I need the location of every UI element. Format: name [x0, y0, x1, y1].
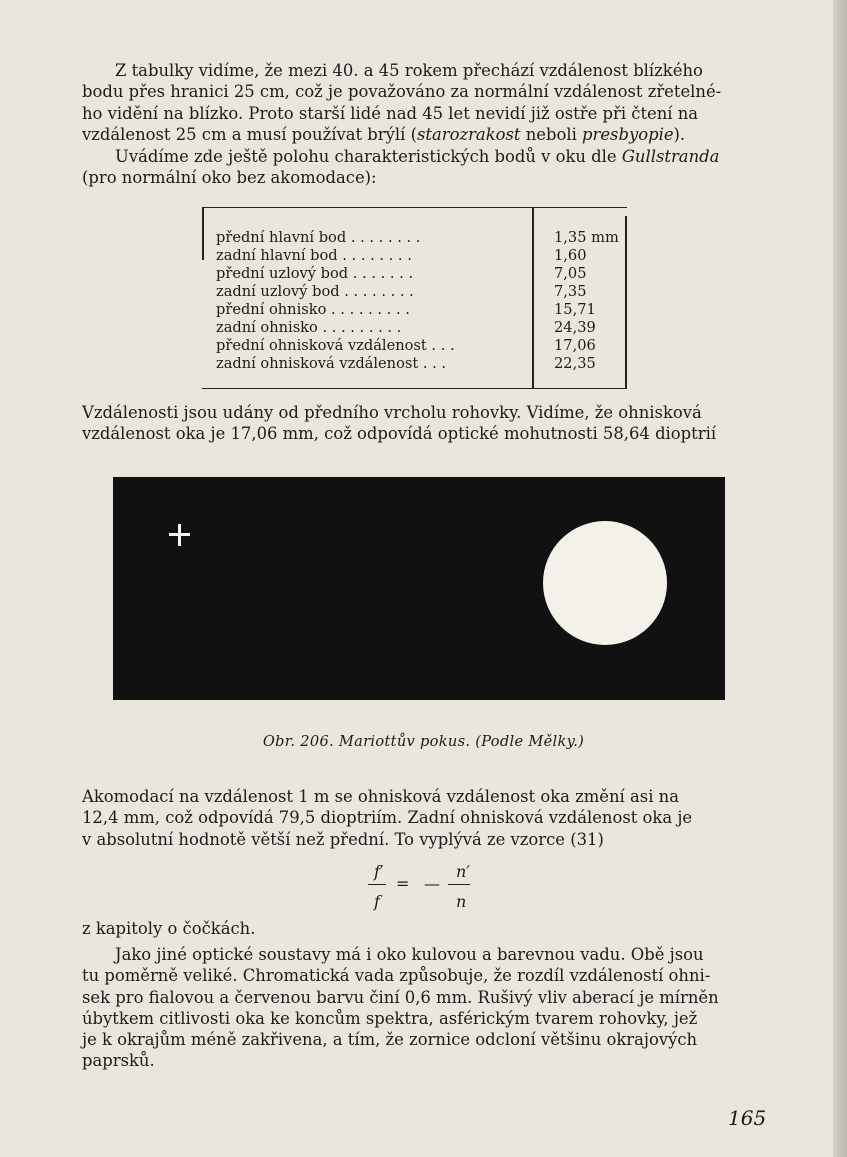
text-line: bodu přes hranici 25 cm, což je považováno za normální vzdálenost zřetelné-: [82, 82, 722, 102]
formula-numerator-right: n′: [456, 862, 470, 881]
table-row: [216, 355, 626, 373]
text-line: vzdálenost oka je 17,06 mm, což odpovídá optické mohutnosti 58,64 dioptrií: [82, 424, 717, 444]
formula-minus: —: [424, 874, 440, 893]
table-row: [216, 337, 626, 355]
fraction-bar: [368, 884, 386, 885]
table-row: [216, 283, 626, 301]
row-label: přední ohnisko . . . . . . . . .: [216, 301, 410, 318]
eye-points-table: [202, 207, 627, 389]
text-line: sek pro fialovou a červenou barvu činí 0,6 mm. Rušivý vliv aberací je mírněn: [82, 987, 719, 1007]
plus-icon: [168, 524, 192, 548]
formula-31: [366, 862, 486, 914]
table-row: [216, 229, 626, 247]
page-number: 165: [728, 1106, 767, 1130]
row-value: 1,35 mm: [554, 229, 619, 246]
text-run: vzdálenost 25 cm a musí používat brýlí (: [82, 124, 417, 144]
white-disc: [543, 521, 667, 645]
text-run: ).: [673, 124, 686, 144]
text-run: neboli: [520, 124, 583, 144]
page-edge: [833, 0, 847, 1157]
row-label: zadní ohnisko . . . . . . . . .: [216, 319, 402, 336]
figure-caption: Obr. 206. Mariottův pokus. (Podle Mělky.): [262, 733, 585, 750]
text-line: je k okrajům méně zakřivena, a tím, že zornice odcloní většinu okrajových: [82, 1030, 698, 1050]
formula-denominator-left: f: [374, 892, 380, 911]
table-row: [216, 247, 626, 265]
table-row: [216, 319, 626, 337]
text-line: [82, 124, 754, 145]
row-label: přední hlavní bod . . . . . . . .: [216, 229, 421, 246]
table-rule: [202, 208, 204, 260]
formula-numerator-left: f′: [374, 862, 384, 881]
term-starozrakost: starozrakost: [416, 124, 521, 144]
text-line: (pro normální oko bez akomodace):: [82, 168, 377, 188]
row-label: přední uzlový bod . . . . . . .: [216, 265, 414, 282]
row-value: 15,71: [554, 301, 596, 318]
text-line: Jako jiné optické soustavy má i oko kulovou a barevnou vadu. Obě jsou: [115, 945, 704, 964]
formula-equals: =: [396, 874, 410, 893]
text-line: tu poměrně veliké. Chromatická vada způsobuje, že rozdíl vzdáleností ohni-: [82, 966, 711, 986]
row-value: 7,35: [554, 283, 587, 300]
text-line: Vzdálenosti jsou udány od předního vrcholu rohovky. Vidíme, že ohnisková: [82, 403, 702, 422]
paragraph-presbyopia: [82, 60, 754, 145]
fraction-bar: [448, 884, 470, 885]
row-value: 24,39: [554, 319, 596, 336]
formula-denominator-right: n: [456, 892, 467, 911]
row-label: zadní ohnisková vzdálenost . . .: [216, 355, 447, 372]
term-presbyopie: presbyopie: [582, 124, 674, 144]
text-line: paprsků.: [82, 1051, 155, 1071]
row-value: 22,35: [554, 355, 596, 372]
mariotte-figure: [113, 477, 725, 700]
text-line: [82, 146, 754, 167]
text-line: Akomodací na vzdálenost 1 m se ohnisková vzdálenost oka změní asi na: [82, 787, 679, 806]
text-line: ho vidění na blízko. Proto starší lidé nad 45 let nevidí již ostře při čtení na: [82, 103, 699, 123]
text-line: úbytkem citlivosti oka ke koncům spektra, asférickým tvarem rohovky, jež: [82, 1008, 698, 1028]
paragraph-accommodation: [82, 786, 754, 850]
text-line: Z tabulky vidíme, že mezi 40. a 45 rokem přechází vzdálenost blízkého: [115, 61, 703, 80]
author-gullstrand: Gullstranda: [621, 147, 720, 166]
table-row: [216, 265, 626, 283]
row-label: přední ohnisková vzdálenost . . .: [216, 337, 455, 354]
paragraph-chapter-ref: [82, 918, 754, 939]
text-line: v absolutní hodnotě větší než přední. To vyplývá ze vzorce (31): [82, 829, 604, 849]
paragraph-aberrations: [82, 944, 754, 1072]
row-value: 1,60: [554, 247, 587, 264]
row-value: 7,05: [554, 265, 587, 282]
row-label: zadní hlavní bod . . . . . . . .: [216, 247, 412, 264]
row-value: 17,06: [554, 337, 596, 354]
paragraph-gullstrand: [82, 146, 754, 189]
text-line: z kapitoly o čočkách.: [82, 919, 256, 938]
paragraph-focal-length: [82, 402, 754, 445]
text-run: Uvádíme zde ještě polohu charakteristických bodů v oku dle: [115, 147, 622, 166]
row-label: zadní uzlový bod . . . . . . . .: [216, 283, 414, 300]
text-line: 12,4 mm, což odpovídá 79,5 dioptriím. Zadní ohnisková vzdálenost oka je: [82, 808, 693, 828]
table-row: [216, 301, 626, 319]
